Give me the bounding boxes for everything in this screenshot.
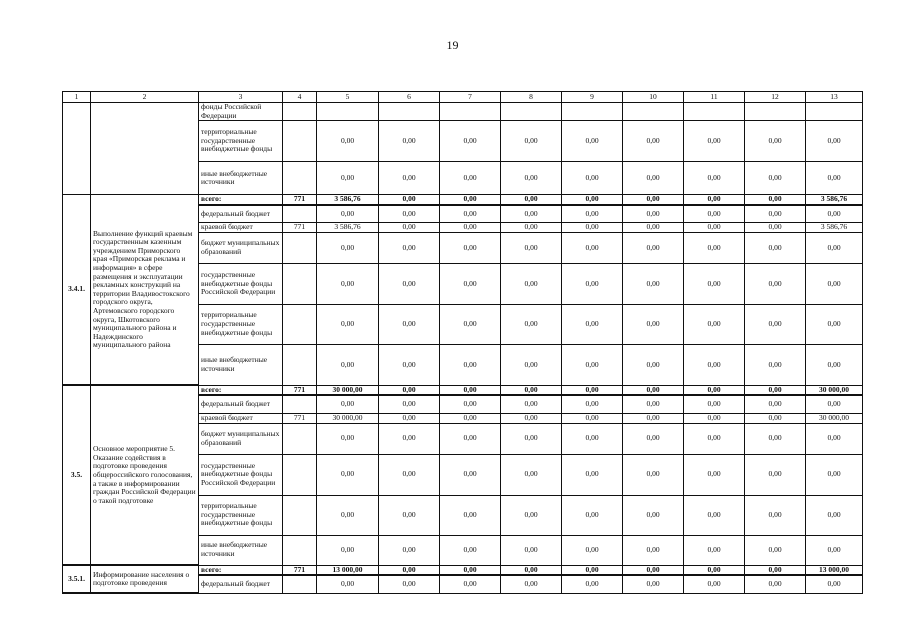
funding-source: государственные внебюджетные фонды Российской Федерации (199, 454, 283, 495)
page-number: 19 (446, 38, 459, 52)
amount-cell: 0,00 (379, 232, 440, 263)
amount-cell: 0,00 (501, 395, 562, 413)
amount-cell: 0,00 (562, 535, 623, 565)
amount-cell: 0,00 (745, 535, 806, 565)
amount-cell: 0,00 (684, 423, 745, 454)
item-name (91, 103, 199, 195)
amount-cell: 0,00 (501, 565, 562, 575)
amount-cell: 0,00 (501, 304, 562, 344)
amount-cell: 0,00 (806, 495, 863, 535)
amount-cell: 0,00 (501, 454, 562, 495)
column-header: 5 (317, 92, 379, 103)
amount-cell: 0,00 (317, 395, 379, 413)
amount-cell: 0,00 (684, 162, 745, 195)
amount-cell: 0,00 (562, 195, 623, 205)
amount-cell: 0,00 (623, 454, 684, 495)
amount-cell: 0,00 (317, 263, 379, 304)
amount-cell: 30 000,00 (806, 413, 863, 423)
amount-cell: 0,00 (684, 575, 745, 593)
amount-cell: 0,00 (379, 263, 440, 304)
amount-cell (562, 103, 623, 121)
amount-cell: 0,00 (562, 205, 623, 223)
budget-code (283, 344, 317, 385)
amount-cell: 0,00 (501, 535, 562, 565)
amount-cell: 0,00 (440, 304, 501, 344)
amount-cell: 0,00 (501, 344, 562, 385)
amount-cell: 0,00 (806, 423, 863, 454)
amount-cell: 0,00 (623, 205, 684, 223)
item-name: Выполнение функций краевым государственным казенным учреждением Приморского края «Приморская реклама и информация» в сфере размещения и эксплуатации рекламных конструкций на территории Владивостокского городского округа, Артемовского городского округа, Шкотовского муниципального района и Надеждинского муниципального района (91, 195, 199, 386)
amount-cell: 30 000,00 (317, 385, 379, 395)
amount-cell: 30 000,00 (317, 413, 379, 423)
column-header: 13 (806, 92, 863, 103)
amount-cell: 0,00 (440, 395, 501, 413)
amount-cell: 0,00 (745, 495, 806, 535)
amount-cell: 0,00 (562, 232, 623, 263)
amount-cell: 0,00 (684, 263, 745, 304)
funding-source: всего: (199, 565, 283, 575)
amount-cell: 0,00 (562, 162, 623, 195)
amount-cell: 0,00 (745, 385, 806, 395)
amount-cell (317, 103, 379, 121)
funding-source: бюджет муниципальных образований (199, 232, 283, 263)
budget-code (283, 395, 317, 413)
column-header: 7 (440, 92, 501, 103)
amount-cell: 13 000,00 (806, 565, 863, 575)
amount-cell: 0,00 (440, 423, 501, 454)
budget-code (283, 121, 317, 162)
column-header: 9 (562, 92, 623, 103)
budget-code (283, 263, 317, 304)
amount-cell: 0,00 (623, 121, 684, 162)
funding-source: всего: (199, 385, 283, 395)
amount-cell: 0,00 (562, 385, 623, 395)
column-header: 12 (745, 92, 806, 103)
column-header: 3 (199, 92, 283, 103)
amount-cell: 0,00 (440, 454, 501, 495)
amount-cell: 0,00 (745, 121, 806, 162)
funding-source: краевой бюджет (199, 413, 283, 423)
amount-cell (745, 103, 806, 121)
budget-code (283, 454, 317, 495)
amount-cell: 0,00 (684, 535, 745, 565)
amount-cell: 0,00 (501, 423, 562, 454)
item-name: Основное мероприятие 5. Оказание содействия в подготовке проведения общероссийского голосования, а также в информировании граждан Российской Федерации о такой подготовке (91, 385, 199, 565)
amount-cell: 30 000,00 (806, 385, 863, 395)
amount-cell: 0,00 (806, 121, 863, 162)
amount-cell: 3 586,76 (806, 195, 863, 205)
table-row (63, 103, 863, 121)
amount-cell: 0,00 (745, 575, 806, 593)
amount-cell: 0,00 (745, 304, 806, 344)
amount-cell: 0,00 (745, 205, 806, 223)
budget-code (283, 162, 317, 195)
amount-cell: 0,00 (623, 232, 684, 263)
amount-cell: 0,00 (623, 565, 684, 575)
amount-cell: 0,00 (562, 565, 623, 575)
amount-cell: 0,00 (684, 304, 745, 344)
amount-cell: 0,00 (806, 344, 863, 385)
amount-cell: 0,00 (317, 344, 379, 385)
amount-cell: 0,00 (684, 232, 745, 263)
column-header: 6 (379, 92, 440, 103)
column-header: 8 (501, 92, 562, 103)
amount-cell: 0,00 (684, 121, 745, 162)
amount-cell: 0,00 (379, 195, 440, 205)
amount-cell: 0,00 (623, 385, 684, 395)
amount-cell: 0,00 (317, 232, 379, 263)
item-number: 3.5.1. (63, 565, 91, 593)
amount-cell: 0,00 (745, 454, 806, 495)
amount-cell: 0,00 (440, 344, 501, 385)
item-number: 3.4.1. (63, 195, 91, 386)
amount-cell: 0,00 (379, 423, 440, 454)
amount-cell: 0,00 (562, 121, 623, 162)
amount-cell: 0,00 (440, 535, 501, 565)
amount-cell: 0,00 (623, 344, 684, 385)
amount-cell: 0,00 (440, 195, 501, 205)
amount-cell: 0,00 (623, 395, 684, 413)
header-row (63, 92, 863, 103)
amount-cell: 0,00 (745, 413, 806, 423)
amount-cell: 0,00 (623, 223, 684, 233)
amount-cell: 0,00 (806, 232, 863, 263)
amount-cell: 0,00 (684, 223, 745, 233)
amount-cell: 0,00 (379, 223, 440, 233)
amount-cell: 0,00 (684, 205, 745, 223)
amount-cell: 0,00 (806, 535, 863, 565)
amount-cell: 0,00 (440, 162, 501, 195)
amount-cell: 0,00 (501, 121, 562, 162)
amount-cell: 0,00 (501, 495, 562, 535)
amount-cell: 0,00 (501, 232, 562, 263)
amount-cell: 0,00 (317, 121, 379, 162)
amount-cell: 0,00 (501, 205, 562, 223)
amount-cell: 0,00 (440, 263, 501, 304)
amount-cell: 0,00 (379, 344, 440, 385)
amount-cell: 0,00 (317, 162, 379, 195)
amount-cell: 0,00 (745, 565, 806, 575)
amount-cell: 0,00 (440, 413, 501, 423)
amount-cell: 0,00 (623, 535, 684, 565)
amount-cell: 0,00 (806, 263, 863, 304)
column-header: 11 (684, 92, 745, 103)
amount-cell: 0,00 (684, 565, 745, 575)
amount-cell: 0,00 (317, 304, 379, 344)
amount-cell: 0,00 (806, 395, 863, 413)
amount-cell: 0,00 (501, 385, 562, 395)
budget-code: 771 (283, 223, 317, 233)
total-row (63, 195, 863, 205)
budget-code (283, 205, 317, 223)
funding-source: территориальные государственные внебюджетные фонды (199, 121, 283, 162)
amount-cell: 0,00 (684, 495, 745, 535)
amount-cell: 0,00 (379, 454, 440, 495)
amount-cell: 0,00 (623, 162, 684, 195)
amount-cell: 0,00 (501, 575, 562, 593)
amount-cell (684, 103, 745, 121)
amount-cell: 0,00 (379, 162, 440, 195)
funding-source: фонды Российской Федерации (199, 103, 283, 121)
amount-cell: 0,00 (440, 232, 501, 263)
funding-source: государственные внебюджетные фонды Российской Федерации (199, 263, 283, 304)
amount-cell: 0,00 (501, 263, 562, 304)
funding-source: иные внебюджетные источники (199, 344, 283, 385)
amount-cell: 0,00 (745, 195, 806, 205)
amount-cell: 0,00 (562, 413, 623, 423)
amount-cell: 0,00 (317, 454, 379, 495)
amount-cell: 0,00 (562, 304, 623, 344)
funding-source: бюджет муниципальных образований (199, 423, 283, 454)
budget-table (62, 91, 863, 594)
amount-cell: 0,00 (317, 423, 379, 454)
item-name: Информирование населения о подготовке проведения (91, 565, 199, 593)
amount-cell: 0,00 (379, 121, 440, 162)
budget-code (283, 103, 317, 121)
amount-cell: 3 586,76 (317, 223, 379, 233)
amount-cell: 13 000,00 (317, 565, 379, 575)
amount-cell: 0,00 (562, 395, 623, 413)
amount-cell (806, 103, 863, 121)
column-header: 1 (63, 92, 91, 103)
amount-cell: 0,00 (562, 263, 623, 304)
funding-source: иные внебюджетные источники (199, 535, 283, 565)
amount-cell: 0,00 (684, 385, 745, 395)
funding-source: территориальные государственные внебюджетные фонды (199, 304, 283, 344)
funding-source: иные внебюджетные источники (199, 162, 283, 195)
amount-cell: 0,00 (562, 423, 623, 454)
budget-code: 771 (283, 195, 317, 205)
amount-cell: 0,00 (806, 575, 863, 593)
amount-cell: 0,00 (440, 385, 501, 395)
amount-cell: 0,00 (562, 495, 623, 535)
funding-source: федеральный бюджет (199, 395, 283, 413)
amount-cell: 0,00 (806, 304, 863, 344)
budget-code: 771 (283, 413, 317, 423)
amount-cell: 0,00 (684, 454, 745, 495)
budget-code (283, 575, 317, 593)
total-row (63, 385, 863, 395)
budget-code (283, 535, 317, 565)
amount-cell: 0,00 (379, 304, 440, 344)
column-header: 2 (91, 92, 199, 103)
amount-cell: 0,00 (379, 413, 440, 423)
amount-cell: 0,00 (745, 223, 806, 233)
amount-cell: 0,00 (379, 395, 440, 413)
amount-cell: 0,00 (806, 205, 863, 223)
amount-cell: 0,00 (745, 344, 806, 385)
amount-cell: 0,00 (745, 162, 806, 195)
amount-cell: 0,00 (317, 205, 379, 223)
amount-cell: 0,00 (745, 232, 806, 263)
budget-code (283, 423, 317, 454)
funding-source: краевой бюджет (199, 223, 283, 233)
amount-cell: 3 586,76 (317, 195, 379, 205)
amount-cell: 0,00 (317, 535, 379, 565)
amount-cell: 0,00 (379, 385, 440, 395)
amount-cell: 0,00 (501, 195, 562, 205)
amount-cell: 0,00 (501, 413, 562, 423)
amount-cell (501, 103, 562, 121)
amount-cell (623, 103, 684, 121)
amount-cell: 0,00 (440, 495, 501, 535)
amount-cell: 0,00 (379, 495, 440, 535)
amount-cell: 0,00 (379, 575, 440, 593)
amount-cell: 0,00 (562, 454, 623, 495)
amount-cell: 0,00 (440, 205, 501, 223)
total-row (63, 565, 863, 575)
amount-cell: 0,00 (623, 413, 684, 423)
amount-cell: 0,00 (806, 162, 863, 195)
funding-source: федеральный бюджет (199, 205, 283, 223)
budget-code (283, 304, 317, 344)
amount-cell: 0,00 (440, 223, 501, 233)
amount-cell: 0,00 (623, 423, 684, 454)
column-header: 10 (623, 92, 684, 103)
item-number (63, 103, 91, 195)
amount-cell: 0,00 (562, 344, 623, 385)
amount-cell: 0,00 (745, 263, 806, 304)
amount-cell: 0,00 (501, 223, 562, 233)
amount-cell: 0,00 (806, 454, 863, 495)
amount-cell: 0,00 (440, 565, 501, 575)
amount-cell: 0,00 (317, 495, 379, 535)
amount-cell: 0,00 (745, 395, 806, 413)
budget-code: 771 (283, 385, 317, 395)
funding-source: территориальные государственные внебюджетные фонды (199, 495, 283, 535)
amount-cell: 0,00 (684, 344, 745, 385)
budget-code (283, 232, 317, 263)
amount-cell: 0,00 (501, 162, 562, 195)
amount-cell: 0,00 (684, 395, 745, 413)
amount-cell: 3 586,76 (806, 223, 863, 233)
item-number: 3.5. (63, 385, 91, 565)
amount-cell: 0,00 (745, 423, 806, 454)
amount-cell: 0,00 (623, 195, 684, 205)
amount-cell: 0,00 (623, 575, 684, 593)
amount-cell: 0,00 (684, 195, 745, 205)
amount-cell: 0,00 (684, 413, 745, 423)
amount-cell: 0,00 (623, 304, 684, 344)
amount-cell: 0,00 (623, 495, 684, 535)
amount-cell: 0,00 (562, 223, 623, 233)
budget-code (283, 495, 317, 535)
funding-source: всего: (199, 195, 283, 205)
amount-cell: 0,00 (562, 575, 623, 593)
amount-cell: 0,00 (623, 263, 684, 304)
funding-source: федеральный бюджет (199, 575, 283, 593)
amount-cell: 0,00 (379, 205, 440, 223)
amount-cell: 0,00 (379, 535, 440, 565)
amount-cell: 0,00 (440, 575, 501, 593)
amount-cell: 0,00 (440, 121, 501, 162)
amount-cell (440, 103, 501, 121)
amount-cell: 0,00 (379, 565, 440, 575)
column-header: 4 (283, 92, 317, 103)
amount-cell (379, 103, 440, 121)
amount-cell: 0,00 (317, 575, 379, 593)
budget-code: 771 (283, 565, 317, 575)
